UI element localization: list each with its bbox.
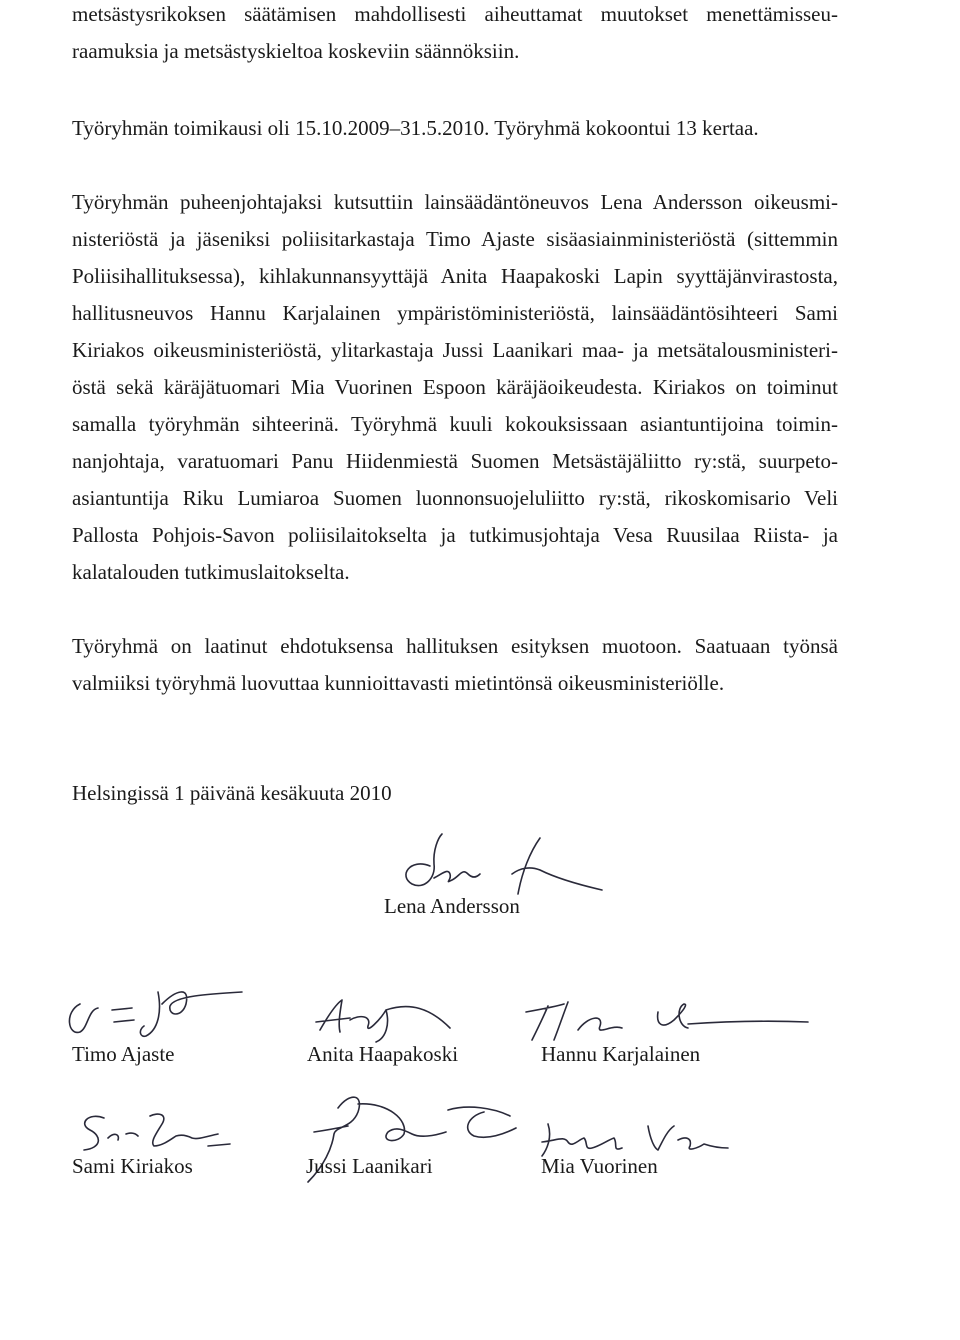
signer-name-timo-ajaste: Timo Ajaste <box>72 1042 175 1066</box>
text-line: nanjohtaja, varatuomari Panu Hiidenmiestä Suomen Metsästäjäliitto ry:stä, suurpeto- <box>72 449 838 473</box>
paragraph-4 <box>72 628 838 702</box>
text-line: raamuksia ja metsästyskieltoa koskeviin säännöksiin. <box>72 39 520 63</box>
signature-timo-ajaste <box>58 982 248 1044</box>
signer-name-anita-haapakoski: Anita Haapakoski <box>307 1042 459 1066</box>
signer-name-hannu-karjalainen: Hannu Karjalainen <box>541 1042 701 1066</box>
signer-name-mia-vuorinen: Mia Vuorinen <box>541 1154 658 1178</box>
text-line: östä sekä käräjätuomari Mia Vuorinen Espoon käräjäoikeudesta. Kiriakos on toiminut <box>72 375 838 399</box>
signature-anita-haapakoski <box>290 990 480 1046</box>
text-line: Pallosta Pohjois-Savon poliisilaitokselta ja tutkimusjohtaja Vesa Ruusilaa Riista- ja <box>72 523 838 547</box>
signature-hannu-karjalainen <box>508 990 818 1046</box>
signer-name-jussi-laanikari: Jussi Laanikari <box>306 1154 433 1178</box>
text-line: samalla työryhmän sihteerinä. Työryhmä kuuli kokouksissaan asiantuntijoina toimin- <box>72 412 838 436</box>
text-line: asiantuntija Riku Lumiaroa Suomen luonnonsuojeluliitto ry:stä, rikoskomisario Veli <box>72 486 838 510</box>
text-line: valmiiksi työryhmä luovuttaa kunnioittavasti mietintönsä oikeusministeriölle. <box>72 671 725 695</box>
signer-name-sami-kiriakos: Sami Kiriakos <box>72 1154 193 1178</box>
text-line: Työryhmän puheenjohtajaksi kutsuttiin lainsäädäntöneuvos Lena Andersson oikeusmi- <box>72 190 838 214</box>
place-and-date: Helsingissä 1 päivänä kesäkuuta 2010 <box>72 781 392 805</box>
text-line: hallitusneuvos Hannu Karjalainen ympäristöministeriöstä, lainsäädäntösihteeri Sami <box>72 301 838 325</box>
text-line: Kiriakos oikeusministeriöstä, ylitarkastaja Jussi Laanikari maa- ja metsätalousministeri- <box>72 338 838 362</box>
paragraph-3 <box>72 184 838 591</box>
text-line: metsästysrikoksen säätämisen mahdollisesti aiheuttamat muutokset menettämisseu- <box>72 2 838 26</box>
paragraph-1 <box>72 0 838 70</box>
text-line: kalatalouden tutkimuslaitokselta. <box>72 560 350 584</box>
text-line: nisteriöstä ja jäseniksi poliisitarkastaja Timo Ajaste sisäasiainministeriöstä (sittemmin <box>72 227 838 251</box>
text-line: Poliisihallituksessa), kihlakunnansyyttäjä Anita Haapakoski Lapin syyttäjänvirastosta, <box>72 264 838 288</box>
text-line: Työryhmän toimikausi oli 15.10.2009–31.5.2010. Työryhmä kokoontui 13 kertaa. <box>72 116 759 140</box>
signature-lena-andersson <box>390 828 620 898</box>
signature-sami-kiriakos <box>58 1102 248 1158</box>
text-line: Työryhmä on laatinut ehdotuksensa hallituksen esityksen muotoon. Saatuaan työnsä <box>72 634 838 658</box>
signer-name-chair: Lena Andersson <box>384 894 520 918</box>
paragraph-2 <box>72 110 838 147</box>
